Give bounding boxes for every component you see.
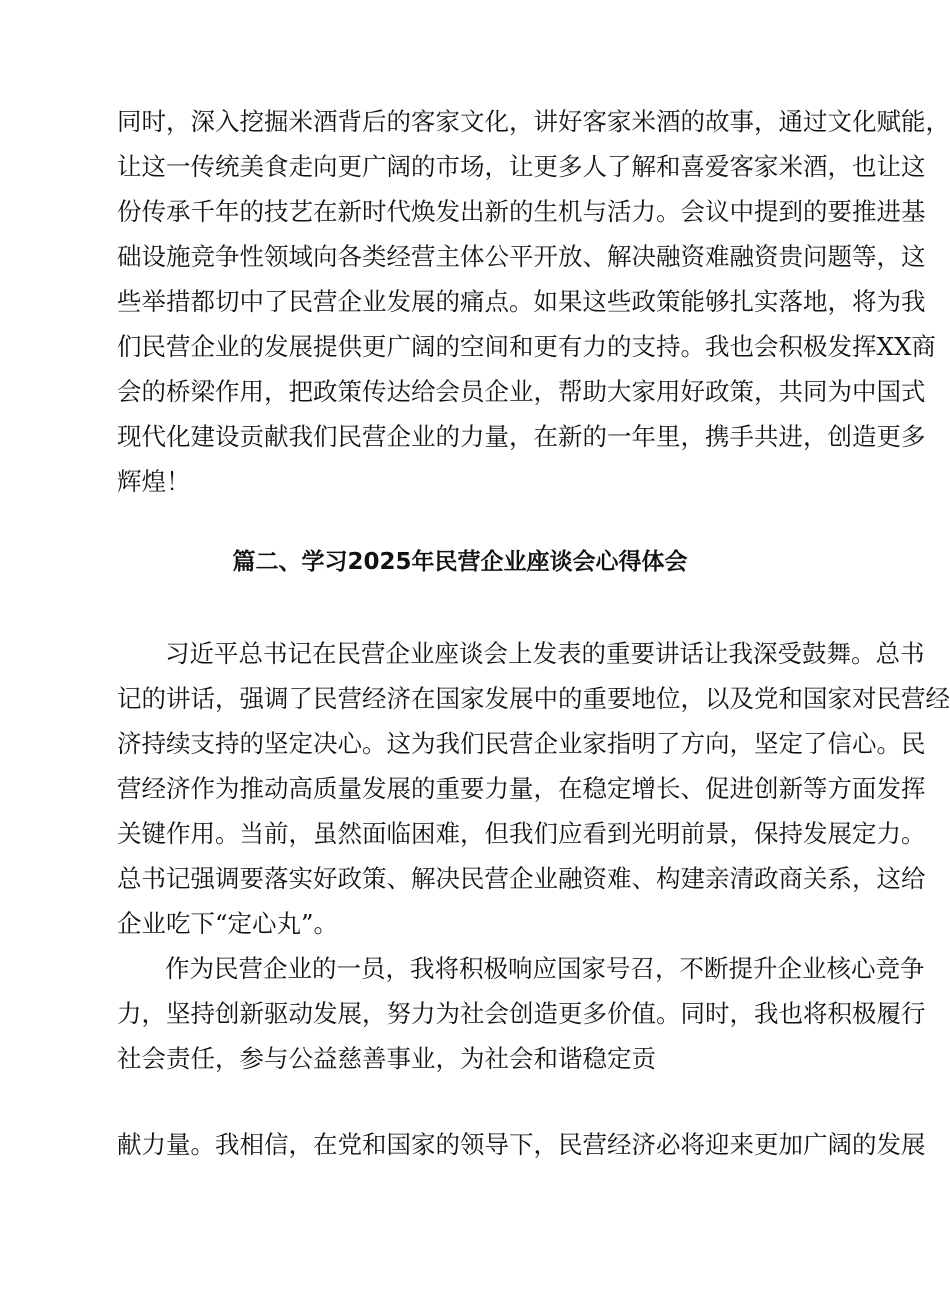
text-line: 营经济作为推动高质量发展的重要力量，在稳定增长、促进创新等方面发挥 [117, 774, 926, 803]
text-line: 习近平总书记在民营企业座谈会上发表的重要讲话让我深受鼓舞。总书 [165, 639, 925, 668]
text-line: 记的讲话，强调了民营经济在国家发展中的重要地位，以及党和国家对民营经 [117, 684, 950, 713]
text-line: 们民营企业的发展提供更广阔的空间和更有力的支持。我也会积极发挥XX商 [117, 332, 936, 361]
section-heading: 篇二、学习2025年民营企业座谈会心得体会 [232, 549, 688, 575]
text-line: 同时，深入挖掘米酒背后的客家文化，讲好客家米酒的故事，通过文化赋能， [117, 107, 950, 136]
next-page-line: 献力量。我相信，在党和国家的领导下，民营经济必将迎来更加广阔的发展 [117, 1130, 926, 1159]
text-line: 会的桥梁作用，把政策传达给会员企业，帮助大家用好政策，共同为中国式 [117, 377, 926, 406]
text-line: 让这一传统美食走向更广阔的市场，让更多人了解和喜爱客家米酒，也让这 [117, 152, 926, 181]
text-line: 企业吃下“定心丸”。 [117, 909, 339, 938]
text-line: 社会责任，参与公益慈善事业，为社会和谐稳定贡 [117, 1044, 656, 1073]
text-line: 力，坚持创新驱动发展，努力为社会创造更多价值。同时，我也将积极履行 [117, 999, 926, 1028]
text-line: 现代化建设贡献我们民营企业的力量，在新的一年里，携手共进，创造更多 [117, 422, 926, 451]
text-line: 作为民营企业的一员，我将积极响应国家号召，不断提升企业核心竞争 [165, 954, 925, 983]
text-line: 些举措都切中了民营企业发展的痛点。如果这些政策能够扎实落地，将为我 [117, 287, 926, 316]
text-line: 关键作用。当前，虽然面临困难，但我们应看到光明前景，保持发展定力。 [117, 819, 926, 848]
text-line: 总书记强调要落实好政策、解决民营企业融资难、构建亲清政商关系，这给 [117, 864, 926, 893]
text-line: 辉煌！ [117, 467, 191, 496]
text-line: 份传承千年的技艺在新时代焕发出新的生机与活力。会议中提到的要推进基 [117, 197, 926, 226]
text-line: 济持续支持的坚定决心。这为我们民营企业家指明了方向，坚定了信心。民 [117, 729, 926, 758]
text-line: 础设施竞争性领域向各类经营主体公平开放、解决融资难融资贵问题等，这 [117, 242, 926, 271]
